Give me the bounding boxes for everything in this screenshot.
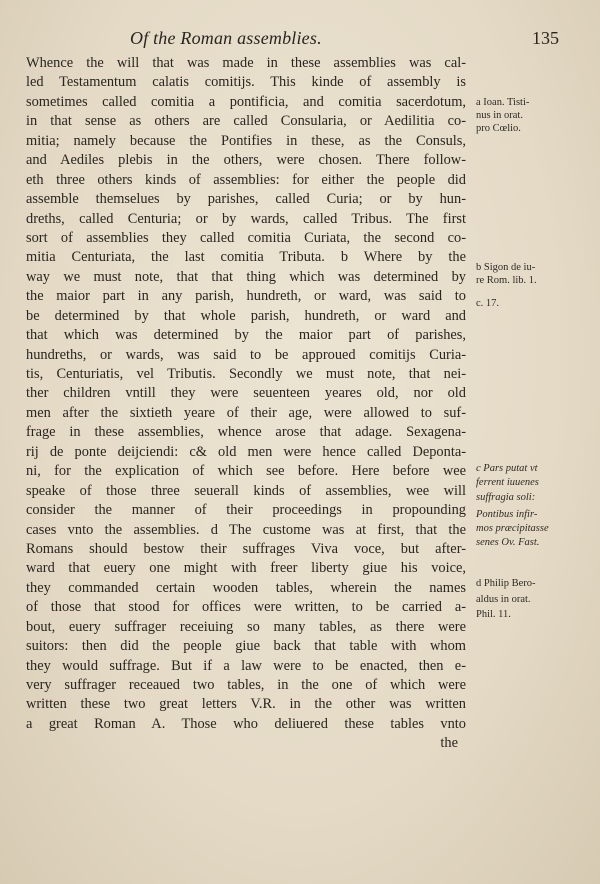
text-line: consider the manner of their proceedings in propounding [26, 502, 466, 519]
text-line: dreths, called Centuria; or by wards, called Tribus. The first [26, 210, 466, 227]
margin-note: aldus in orat. [476, 594, 531, 605]
margin-note: c. 17. [476, 298, 500, 309]
margin-note: pro Cœlio. [476, 123, 521, 134]
text-line: they commanded certain wooden tables, wherein the names [26, 579, 466, 596]
catchword: the [440, 735, 458, 752]
text-line: rij de ponte deijciendi: c& old men were hence called Deponta- [26, 443, 466, 460]
text-line: ni, for the explication of which see before. Here before wee [26, 463, 466, 480]
text-line: very suffrager receaued two tables, in the one of which were [26, 677, 466, 693]
text-line: and Aediles plebis in the others, were chosen. There follow- [26, 152, 466, 169]
text-line: ward that euery one might with freer liberty giue his voice, [26, 560, 466, 577]
text-line: sort of assemblies they called comitia Curiata, the second co- [26, 229, 466, 246]
text-line: of those that stood for offices were written, to be carried a- [26, 599, 466, 616]
text-line: bout, euery suffrager receiuing so many tables, as there were [26, 618, 466, 635]
text-line: the maior part in any parish, hundreth, or ward, was said to [26, 288, 466, 305]
text-line: mitia Centuriata, the last comitia Tributa. b Where by the [26, 249, 466, 266]
page-number: 135 [532, 28, 559, 48]
margin-note: Phil. 11. [476, 609, 511, 620]
text-line: men after the sixtieth yeare of their age, were allowed to suf- [26, 404, 466, 421]
text-line: eth three others kinds of assemblies: for either the people did [26, 171, 466, 188]
margin-note: re Rom. lib. 1. [476, 275, 537, 286]
text-line: that which was determined by the maior part of parishes, [26, 327, 466, 344]
text-line: suitors: then did the people giue back that table with whom [26, 638, 466, 655]
text-line: Romans should bestow their suffrages Viva voce, but after- [26, 540, 466, 557]
text-line: mitia; namely because the Pontifies in these, as the Consuls, [26, 132, 466, 149]
main-text-block [26, 54, 466, 754]
running-title: Of the Roman assemblies. [130, 28, 322, 48]
text-line: hundreths, or wards, was said to be approued comitijs Curia- [26, 346, 466, 363]
margin-note: Pontibus infir- [476, 509, 538, 520]
text-line: led Testamentum calatis comitijs. This kinde of assembly is [26, 74, 466, 91]
text-line: tis, Centuriatis, vel Tributis. Secondly we must note, that nei- [26, 366, 466, 382]
margin-note: mos præcipitasse [476, 523, 549, 534]
margin-note: d Philip Bero- [476, 578, 536, 589]
text-line: a great Roman A. Those who deliuered these tables vnto [26, 715, 466, 732]
margin-note: b Sigon de iu- [476, 262, 536, 273]
text-line: in that sense as others are called Consularia, or Aedilitia co- [26, 113, 466, 130]
margin-notes [476, 0, 598, 884]
margin-note: nus in orat. [476, 110, 523, 121]
margin-note: a Ioan. Tisti- [476, 97, 530, 108]
margin-note: c Pars putat vt [476, 463, 538, 474]
text-line: sometimes called comitia a pontificia, and comitia sacerdotum, [26, 93, 466, 110]
text-line: way we must note, that that thing which was determined by [26, 268, 466, 285]
margin-note: senes Ov. Fast. [476, 537, 540, 548]
text-line: be determined by that whole parish, hundreth, or ward and [26, 307, 466, 324]
text-line: Whence the will that was made in these assemblies was cal- [26, 55, 466, 71]
text-line: ther children vntill they were seuenteen yeares old, nor old [26, 385, 466, 402]
text-line: cases vnto the assemblies. d The custome was at first, that the [26, 521, 466, 538]
text-line: they would suffrage. But if a law were to be enacted, then e- [26, 657, 466, 674]
margin-note: suffragia soli: [476, 492, 536, 503]
text-line: frage in these assemblies, whence arose that adage. Sexagena- [26, 424, 466, 441]
text-line: assemble themselues by parishes, called Curia; or by hun- [26, 191, 466, 208]
margin-note: ferrent iuuenes [476, 477, 539, 488]
text-line: written these two great letters V.R. in the other was written [26, 696, 466, 713]
text-line: speake of those three seuerall kinds of assemblies, wee will [26, 482, 466, 499]
